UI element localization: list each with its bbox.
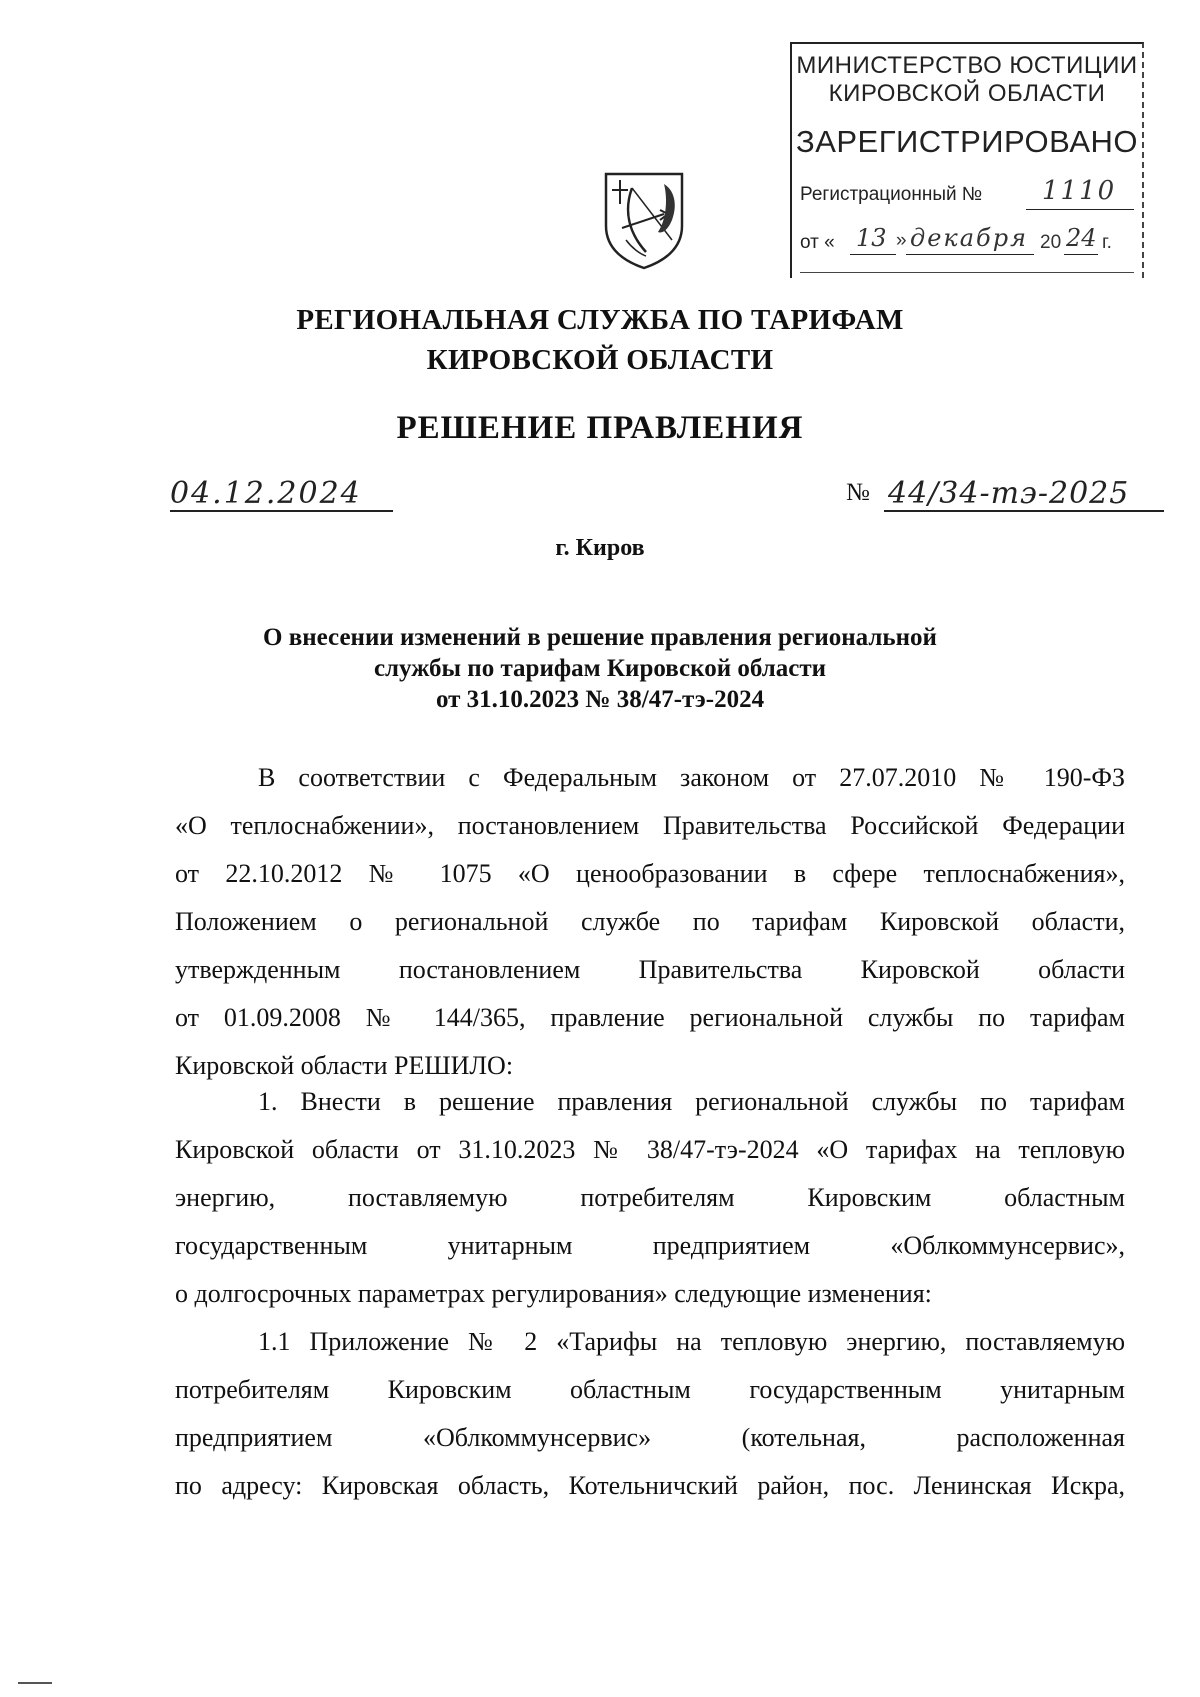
body-line: энергию, поставляемую потребителям Кировским областным <box>175 1183 1125 1212</box>
body-line: от 22.10.2012 № 1075 «О ценообразовании в сфере теплоснабжения», <box>175 859 1125 888</box>
body-line: Кировской области от 31.10.2023 № 38/47-тэ-2024 «О тарифах на тепловую <box>175 1135 1125 1164</box>
stamp-date-month-underline <box>906 254 1034 255</box>
decision-number-sign: № <box>846 479 870 506</box>
stamp-bottom-line <box>800 272 1134 273</box>
stamp-date-sep: » <box>896 230 907 251</box>
stamp-reg-number-value: 1110 <box>1042 176 1117 206</box>
stamp-date-day: 13 <box>856 224 887 252</box>
registration-stamp <box>790 42 1144 278</box>
decision-number: 44/34-тэ-2025 <box>888 476 1130 511</box>
body-line: потребителям Кировским областным государственным унитарным <box>175 1375 1125 1404</box>
subject-line2: службы по тарифам Кировской области <box>373 655 827 682</box>
body-line: «О теплоснабжении», постановлением Правительства Российской Федерации <box>175 811 1125 840</box>
decision-date: 04.12.2024 <box>170 476 362 511</box>
stamp-ministry-line1: МИНИСТЕРСТВО ЮСТИЦИИ <box>796 52 1138 79</box>
body-line: В соответствии с Федеральным законом от 27.07.2010 № 190-ФЗ <box>258 763 1125 792</box>
subject-line1: О внесении изменений в решение правления региональной <box>263 624 937 651</box>
stamp-date-year-suffix: 24 <box>1066 224 1097 252</box>
paragraph-item-1 <box>175 1078 1125 1318</box>
agency-name <box>0 300 1200 380</box>
stamp-date-month: декабря <box>910 224 1028 252</box>
stamp-ministry <box>792 52 1142 108</box>
agency-name-line1: РЕГИОНАЛЬНАЯ СЛУЖБА ПО ТАРИФАМ <box>296 304 904 336</box>
body-line: государственным унитарным предприятием «Облкоммунсервис», <box>175 1231 1125 1260</box>
agency-name-line2: КИРОВСКОЙ ОБЛАСТИ <box>426 344 774 376</box>
decision-number-underline <box>884 510 1164 512</box>
stamp-ministry-line2: КИРОВСКОЙ ОБЛАСТИ <box>828 80 1106 107</box>
stamp-date-suffix: г. <box>1102 232 1112 253</box>
body-line: о долгосрочных параметрах регулирования» следующие изменения: <box>175 1279 932 1308</box>
stamp-registered: ЗАРЕГИСТРИРОВАНО <box>795 124 1138 159</box>
stamp-date-year-underline <box>1064 254 1098 255</box>
body-line: утвержденным постановлением Правительства Кировской области <box>175 955 1125 984</box>
stamp-date-day-underline <box>850 254 896 255</box>
scan-corner-mark <box>18 1682 52 1684</box>
body-line: по адресу: Кировская область, Котельничский район, пос. Ленинская Искра, <box>175 1471 1125 1500</box>
paragraph-preamble <box>175 754 1125 1090</box>
paragraph-item-1-1 <box>175 1318 1125 1510</box>
body-line: 1.1 Приложение № 2 «Тарифы на тепловую энергию, поставляемую <box>258 1327 1125 1356</box>
decision-title: РЕШЕНИЕ ПРАВЛЕНИЯ <box>396 410 804 446</box>
stamp-reg-number-underline <box>1026 209 1134 210</box>
city: г. Киров <box>555 535 645 561</box>
body-line: от 01.09.2008 № 144/365, правление региональной службы по тарифам <box>175 1003 1125 1032</box>
stamp-date-prefix: от « <box>800 232 835 253</box>
subject-line3: от 31.10.2023 № 38/47-тэ-2024 <box>435 686 765 713</box>
body-line: Положением о региональной службе по тарифам Кировской области, <box>175 907 1125 936</box>
coat-of-arms-icon <box>602 170 686 270</box>
decision-subject <box>0 622 1200 715</box>
body-line: 1. Внести в решение правления региональной службы по тарифам <box>258 1087 1125 1116</box>
body-line: предприятием «Облкоммунсервис» (котельная, расположенная <box>175 1423 1125 1452</box>
stamp-date-year-prefix: 20 <box>1040 232 1062 253</box>
stamp-reg-number-label: Регистрационный № <box>800 184 983 205</box>
body-line: Кировской области РЕШИЛО: <box>175 1051 514 1080</box>
decision-date-underline <box>170 510 393 512</box>
